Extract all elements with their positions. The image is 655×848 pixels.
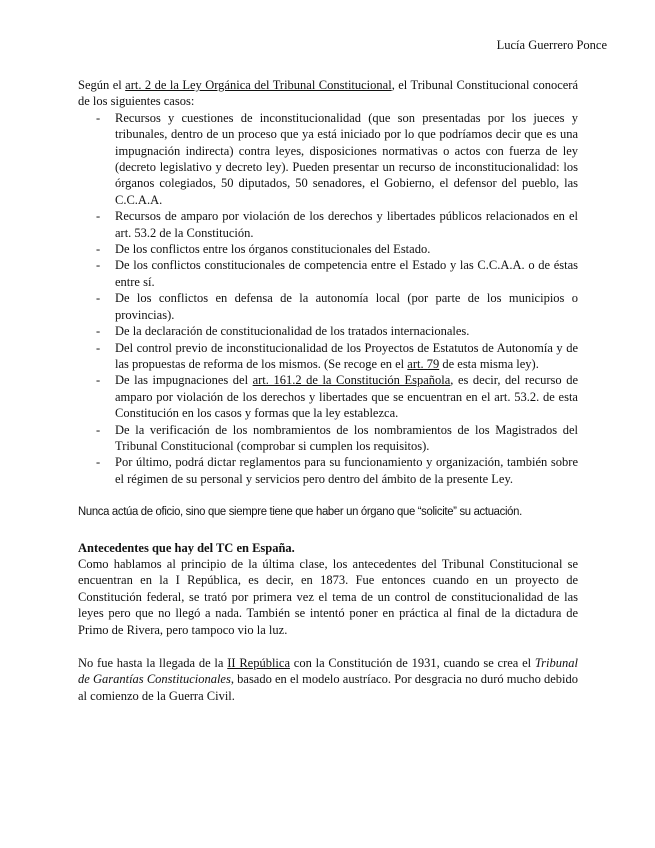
list-item: [78, 290, 578, 323]
republic-paragraph: [78, 655, 578, 704]
list-item: [78, 422, 578, 455]
bullet-dash: -: [96, 242, 101, 257]
paragraph-text: , basado en el modelo austríaco. Por desgracia no duró mucho debido al comienzo de la Guerra Civil.: [78, 672, 579, 703]
list-item-text: De las impugnaciones del: [115, 373, 253, 388]
tribunal-name: Tribunal de Garantías Constitucionales: [78, 656, 578, 687]
list-item-text: Por último, podrá dictar reglamentos para su funcionamiento y organización, también sobre el régimen de su personal y servicios pero dentro del ámbito de la presente Ley.: [115, 455, 578, 486]
list-item: [78, 110, 578, 208]
second-republic-link[interactable]: II República: [227, 656, 291, 670]
intro-paragraph: [78, 77, 578, 110]
bullet-dash: -: [96, 291, 101, 306]
author-header: Lucía Guerrero Ponce: [496, 38, 607, 52]
list-item-text: De los conflictos constitucionales de competencia entre el Estado y las C.C.A.A. o de éstas entre sí.: [115, 258, 578, 289]
paragraph-text: con la Constitución de 1931, cuando se crea el: [290, 656, 535, 670]
list-item-text: De los conflictos entre los órganos constitucionales del Estado.: [115, 242, 431, 257]
list-item: [78, 208, 578, 241]
bullet-dash: -: [96, 373, 101, 388]
bullet-dash: -: [96, 324, 101, 339]
list-item: [78, 454, 578, 487]
bullet-dash: -: [96, 340, 101, 355]
intro-text-after: , el Tribunal Constitucional conocerá de los siguientes casos:: [78, 78, 579, 109]
bullet-dash: -: [96, 110, 101, 125]
list-item-text: Recursos de amparo por violación de los derechos y libertades públicos relacionados en el art. 53.2 de la Constitución.: [115, 209, 578, 240]
bullet-dash: -: [96, 258, 101, 273]
document-body: [78, 77, 578, 704]
list-item: [78, 257, 578, 290]
note-paragraph: Nunca actúa de oficio, sino que siempre tiene que haber un órgano que “solicite” su actuación.: [78, 504, 522, 519]
history-paragraph: Como hablamos al principio de la última clase, los antecedentes del Tribunal Constitucional se encuentran en la I República, es decir, en 1873. Fue entonces cuando en un proyecto de Constitución federal, se trató por primera vez el tema de un control de constitucionalidad de las leyes pero que no llegó a nada. También se intentó poner en práctica al final de la dictadura de Primo de Rivera, pero tampoco vio la luz.: [78, 556, 578, 637]
list-item-text: , es decir, del recurso de amparo por violación de los derechos y libertades que se encuentran en el art. 53.2. de esta Constitución en los casos y formas que la ley establezca.: [115, 373, 578, 421]
bullet-dash: -: [96, 455, 101, 470]
section-heading: Antecedentes que hay del TC en España.: [78, 540, 295, 555]
constitution-article-link[interactable]: art. 161.2 de la Constitución Española: [252, 373, 451, 388]
law-link[interactable]: art. 2 de la Ley Orgánica del Tribunal Constitucional: [125, 78, 392, 92]
cases-list: [78, 110, 578, 487]
list-item: [78, 372, 578, 421]
intro-text-before: Según el: [78, 78, 126, 92]
list-item-text: De la declaración de constitucionalidad de los tratados internacionales.: [115, 324, 470, 339]
list-item: [78, 241, 578, 257]
bullet-dash: -: [96, 422, 101, 437]
list-item-text: De la verificación de los nombramientos de los nombramientos de los Magistrados del Tribunal Constitucional (comprobar si cumplen los requisitos).: [115, 422, 578, 453]
list-item-text: Recursos y cuestiones de inconstitucionalidad (que son presentadas por los jueces y tribunales, dentro de un proceso que ya está iniciado por lo que podríamos decir que es una impugnación indirecta) contra leyes, disposiciones normativas o actos con fuerza de ley (decreto legislativo y decreto ley). Pueden presentar un recurso de inconstitucionalidad: los órganos colegiados, 50 diputados, 50 senadores, el Gobierno, el defensor del pueblo, las C.C.A.A.: [115, 110, 578, 207]
paragraph-text: No fue hasta la llegada de la: [78, 656, 228, 670]
list-item-text: de esta misma ley).: [439, 356, 539, 371]
bullet-dash: -: [96, 209, 101, 224]
list-item-text: Del control previo de inconstitucionalidad de los Proyectos de Estatutos de Autonomía y de las propuestas de reforma de los mismos. (Se recoge en el: [115, 340, 578, 371]
list-item: [78, 340, 578, 373]
list-item-text: De los conflictos en defensa de la autonomía local (por parte de los municipios o provincias).: [115, 291, 578, 322]
art-79-link[interactable]: art. 79: [407, 356, 440, 371]
list-item: [78, 323, 578, 339]
